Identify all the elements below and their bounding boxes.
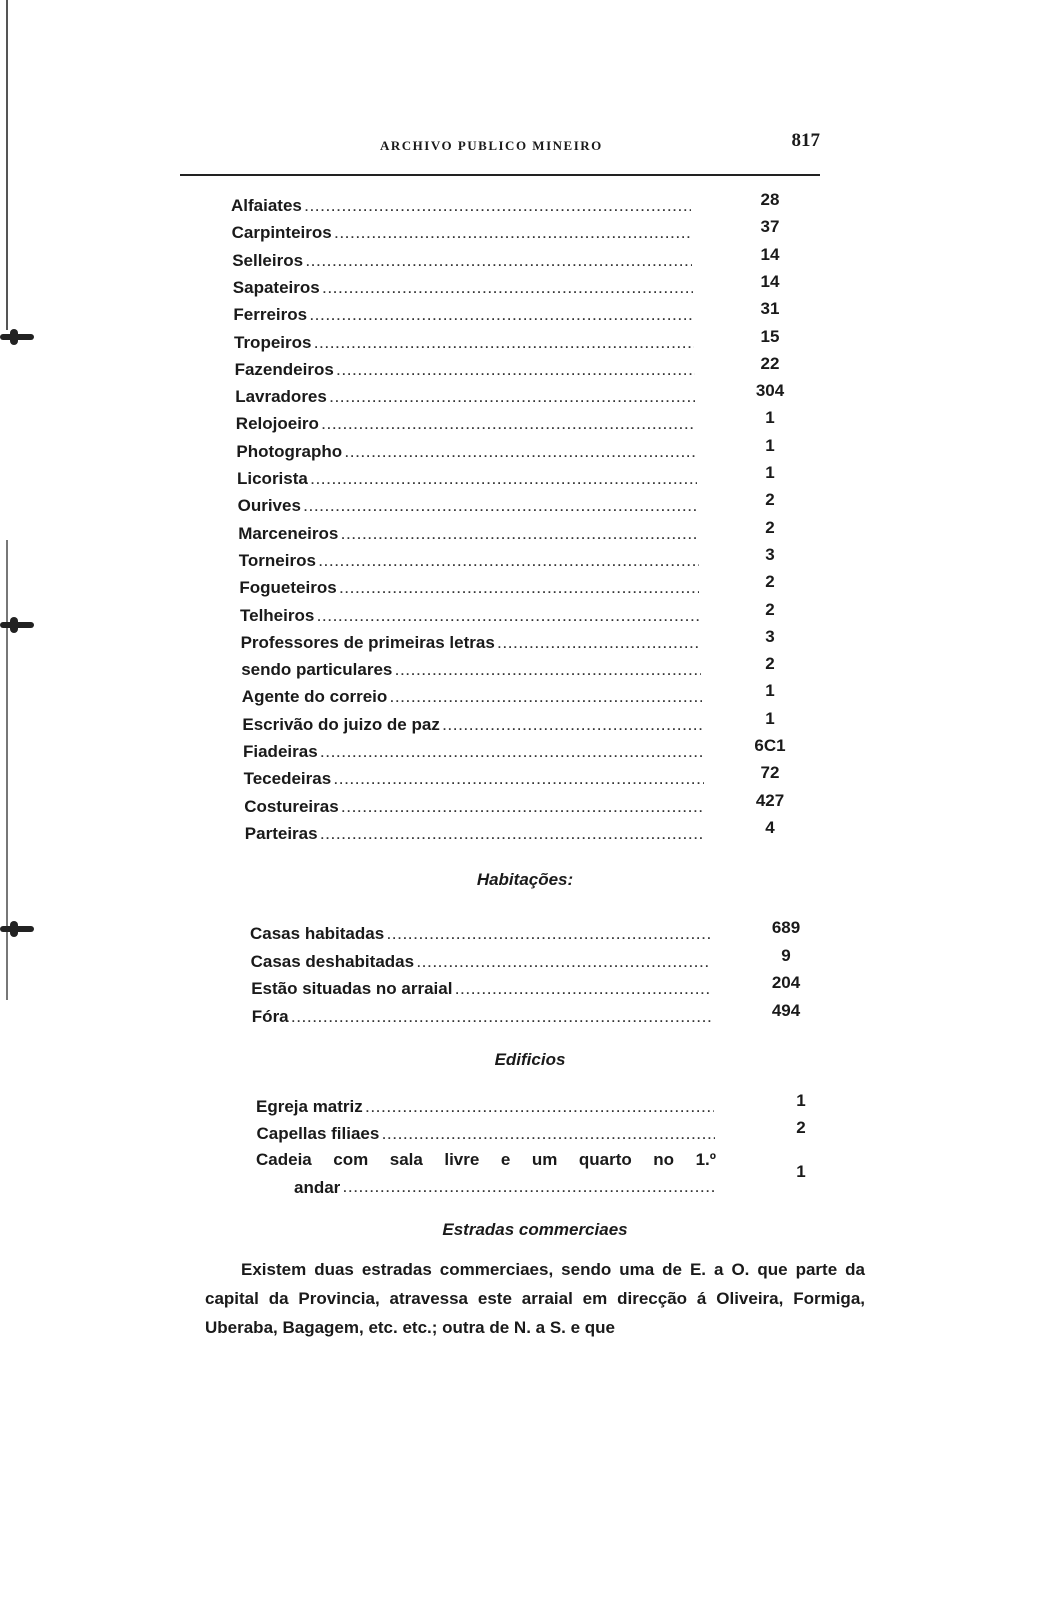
leader-dots — [292, 1011, 712, 1025]
leader-dots — [310, 309, 693, 323]
cadeia-line-2-label: andar — [294, 1178, 341, 1197]
entry-value: 2 — [765, 517, 775, 537]
entry-label: Fóra — [251, 1006, 289, 1026]
entry-label: Ferreiros — [233, 305, 308, 325]
entry-value: 2 — [765, 654, 775, 674]
leader-dots — [321, 828, 705, 842]
margin-mark — [0, 622, 34, 628]
entry-row — [238, 496, 698, 522]
leader-dots — [387, 928, 710, 942]
leader-dots — [319, 555, 699, 569]
entry-value: 3 — [765, 626, 775, 646]
entry-row — [233, 305, 693, 331]
leader-dots — [337, 364, 695, 378]
entry-value: 1 — [765, 463, 775, 482]
entry-value: 2 — [796, 1118, 806, 1137]
binding-edge-line — [6, 0, 8, 330]
cadeia-word: sala — [389, 1150, 423, 1169]
leader-dots — [345, 446, 696, 460]
entry-row — [239, 578, 699, 604]
entry-label: Alfaiates — [231, 196, 302, 215]
entry-value: 494 — [771, 1000, 801, 1020]
leader-dots — [304, 500, 698, 514]
entry-row — [241, 633, 701, 659]
leader-dots — [342, 801, 705, 815]
entry-row — [232, 251, 692, 277]
margin-mark — [0, 334, 34, 340]
entry-value: 1 — [765, 435, 775, 455]
entry-label: Casas deshabitadas — [250, 951, 415, 971]
cadeia-value: 1 — [796, 1162, 806, 1181]
entry-row — [250, 924, 710, 950]
entry-row — [235, 387, 695, 413]
leader-dots — [314, 337, 694, 351]
entry-row — [231, 196, 691, 222]
entry-row — [233, 278, 693, 304]
entry-row — [240, 606, 700, 632]
entry-label: Licorista — [237, 469, 308, 488]
entry-label: Telheiros — [240, 605, 315, 625]
leader-dots — [341, 528, 698, 542]
entry-value: 2 — [765, 599, 775, 619]
leader-dots — [335, 227, 692, 241]
cadeia-word: no — [653, 1150, 675, 1169]
entry-label: Sapateiros — [232, 277, 320, 297]
page-header — [180, 128, 820, 176]
entry-value: 304 — [755, 381, 785, 401]
margin-mark — [0, 926, 34, 932]
estradas-paragraph — [205, 1255, 865, 1342]
leader-dots — [323, 282, 693, 296]
entry-value: 1 — [765, 708, 775, 728]
entry-value: 14 — [760, 244, 780, 264]
entry-value: 37 — [760, 217, 780, 237]
cadeia-entry — [256, 1146, 716, 1202]
entry-label: Photographo — [236, 441, 343, 461]
entry-value: 4 — [765, 817, 775, 837]
entry-row — [235, 360, 695, 386]
entry-value: 28 — [760, 190, 780, 209]
entry-value: 427 — [755, 790, 785, 810]
entry-label: Selleiros — [232, 250, 304, 270]
entry-label: Fiadeiras — [243, 742, 318, 761]
page-number: 817 — [791, 130, 820, 151]
estradas-text: Existem duas estradas commerciaes, sendo uma de E. a O. que parte da capital da Provincia, atravessa este arraial em direcção á Oliveira, Formiga, Uberaba, Bagagem, etc. etc.; outra de N. a S. e que — [205, 1260, 865, 1337]
entry-label: Casas habitadas — [250, 924, 385, 943]
entry-value: 22 — [760, 353, 780, 373]
entry-value: 1 — [765, 408, 775, 428]
cadeia-word: quarto — [578, 1150, 632, 1169]
entry-label: Parteiras — [244, 823, 318, 843]
section-title-edificios: Edificios — [494, 1050, 566, 1069]
entry-label: Escrivão do juizo de paz — [242, 714, 440, 734]
entry-label: Tecedeiras — [243, 769, 332, 789]
entry-row — [251, 979, 711, 1005]
entry-row — [236, 414, 696, 440]
entry-label: Agente do correio — [241, 687, 388, 707]
entry-value: 9 — [781, 945, 791, 965]
entry-row — [244, 797, 704, 823]
entry-label: Marceneiros — [238, 523, 339, 543]
entry-value: 2 — [765, 490, 775, 510]
entry-row — [243, 742, 703, 768]
section-title-estradas: Estradas commerciaes — [442, 1220, 628, 1239]
entry-label: Tropeiros — [234, 332, 312, 352]
entry-label: Fazendeiros — [234, 359, 334, 379]
entry-row — [236, 442, 696, 468]
entry-value: 15 — [760, 326, 780, 346]
entry-label: Estão situadas no arraial — [251, 979, 453, 998]
entry-label: Capellas filiaes — [256, 1124, 380, 1143]
entry-row — [239, 551, 699, 577]
entry-value: 1 — [765, 681, 775, 701]
leader-dots — [311, 473, 697, 487]
entry-row — [242, 715, 702, 741]
entry-row — [244, 769, 704, 795]
entry-value: 1 — [796, 1091, 806, 1110]
running-head: ARCHIVO PUBLICO MINEIRO — [380, 138, 603, 153]
leader-dots — [382, 1128, 714, 1142]
entry-row — [251, 952, 711, 978]
cadeia-word: livre — [444, 1150, 480, 1169]
leader-dots — [417, 956, 711, 970]
entry-row — [232, 223, 692, 249]
leader-dots — [317, 610, 700, 624]
entry-label: Professores de primeiras letras — [240, 632, 495, 652]
entry-value: 31 — [760, 299, 780, 319]
entry-value: 72 — [760, 763, 780, 783]
cadeia-word: com — [333, 1150, 369, 1169]
leader-dots — [390, 691, 702, 705]
leader-dots — [305, 200, 691, 214]
entry-row — [238, 524, 698, 550]
entry-value: 6C1 — [754, 736, 786, 755]
entry-label: Fogueteiros — [239, 578, 337, 598]
entry-label: Torneiros — [238, 550, 316, 570]
entry-label: Costureiras — [244, 796, 339, 816]
leader-dots — [334, 773, 703, 787]
cadeia-line-1 — [256, 1146, 716, 1174]
leader-dots — [343, 1174, 714, 1202]
cadeia-word: um — [531, 1150, 558, 1169]
entry-label: Ourives — [237, 496, 301, 516]
cadeia-word: 1.º — [695, 1150, 716, 1169]
entry-label: Relojoeiro — [235, 414, 319, 434]
entry-row — [256, 1097, 714, 1123]
entry-value: 14 — [760, 271, 780, 291]
leader-dots — [395, 664, 701, 678]
entry-value: 3 — [765, 544, 775, 564]
leader-dots — [455, 983, 711, 997]
entry-row — [242, 687, 702, 713]
entry-label: Carpinteiros — [231, 223, 332, 243]
cadeia-word: e — [500, 1150, 511, 1169]
entry-label: sendo particulares — [241, 660, 393, 680]
entry-row — [237, 469, 697, 495]
entry-row — [245, 824, 705, 850]
leader-dots — [306, 255, 692, 269]
leader-dots — [322, 418, 696, 432]
section-title-habitacoes: Habitações: — [476, 870, 574, 889]
leader-dots — [330, 391, 695, 405]
entry-value: 204 — [771, 973, 801, 992]
leader-dots — [366, 1101, 714, 1115]
cadeia-line-2 — [294, 1174, 714, 1202]
entry-value: 2 — [765, 572, 775, 592]
entry-label: Egreja matriz — [256, 1097, 363, 1116]
entry-value: 689 — [771, 918, 801, 937]
leader-dots — [443, 719, 703, 733]
entry-row — [241, 660, 701, 686]
leader-dots — [321, 746, 703, 760]
leader-dots — [498, 637, 701, 651]
entry-row — [252, 1007, 712, 1033]
cadeia-word: Cadeia — [256, 1150, 312, 1169]
entry-row — [234, 333, 694, 359]
leader-dots — [340, 582, 700, 596]
entry-label: Lavradores — [235, 387, 327, 407]
